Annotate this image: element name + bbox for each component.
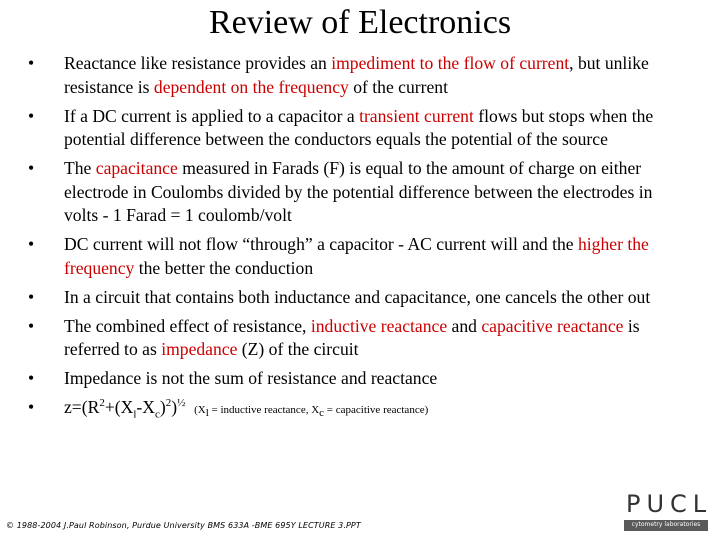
bullet-inductance: • In a circuit that contains both inductance and capacitance, one cancels the other out [28,286,688,310]
pucl-logo [622,490,712,534]
bullet-formula [28,396,688,423]
logo-wordmark: PUCL [626,490,713,518]
bullet-ac-current: • DC current will not flow “through” a capacitor - AC current will and the higher the frequency the better the conduction [28,234,649,278]
slide-title: Review of Electronics [208,4,512,41]
highlight-text: capacitance [95,158,178,178]
bullet-dot: • [28,234,35,254]
copyright-footer: © 1988-2004 J.Paul Robinson, Purdue University BMS 633A -BME 695Y LECTURE 3.PPT [6,521,361,530]
bullet-reactance: • Reactance like resistance provides an impediment to the flow of current, but unlike resistance is dependent on the frequency of the current [28,53,649,97]
bullet-dot: • [28,397,35,417]
highlight-text: capacitive reactance [481,315,624,336]
highlight-text: impediment to the flow of current [331,53,570,73]
bullet-dot: • [28,158,35,178]
highlight-text: dependent on the frequency [153,76,349,97]
highlight-text: impedance [161,339,238,359]
bullet-dc-current: • If a DC current is applied to a capacitor a transient current flows but stops when the potential difference between the conductors equals the potential of the source [28,105,654,149]
bullet-dot: • [28,53,35,73]
highlight-text: inductive reactance [310,315,448,336]
highlight-text: higher the frequency [64,234,649,278]
bullet-dot: • [28,315,35,336]
bullet-capacitance: • The capacitance measured in Farads (F) is equal to the amount of charge on either electrode in Coulombs divided by the potential difference between the electrodes in volts - 1 Farad = 1 coulomb/volt [28,158,653,225]
highlight-text: transient current [359,105,474,126]
bullet-dot: • [28,368,35,388]
formula-note: ($X_l$ = inductive reactance, $X_c$ = capacitive reactance) [194,404,429,420]
bullet-impedance-sum: • Impedance is not the sum of resistance and reactance [28,367,688,391]
impedance-formula: $z=(R^2+(X_l-X_c)^2)^{\frac{1}{2}}$ [64,397,186,421]
bullet-list [28,52,688,428]
bullet-dot: • [28,286,35,307]
bullet-impedance: • The combined effect of resistance, inductive reactance and capacitive reactance is referred to as impedance (Z) of the circuit [28,315,640,359]
bullet-dot: • [28,105,35,126]
logo-tagline: cytometry laboratories [631,521,701,528]
